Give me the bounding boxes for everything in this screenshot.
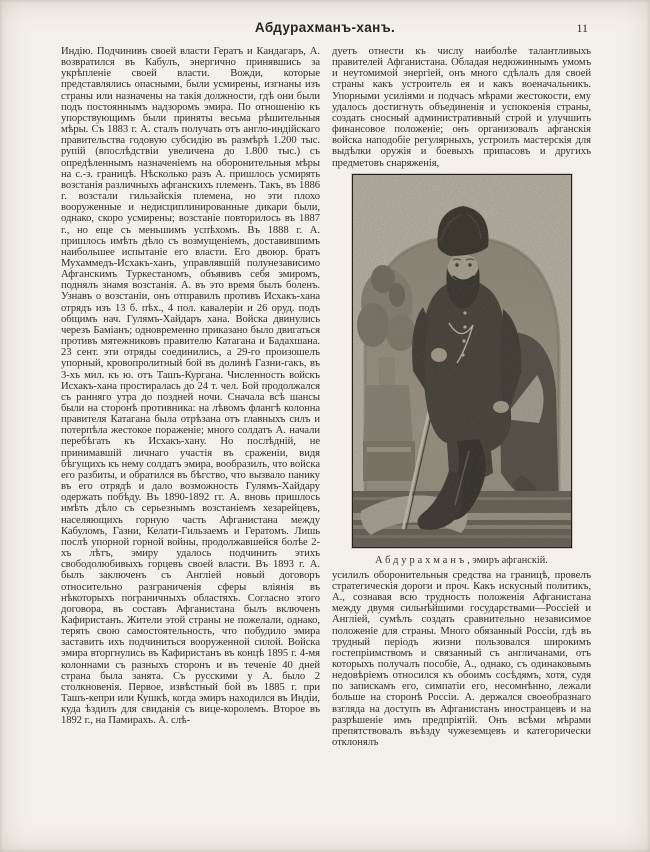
page-number: 11	[576, 21, 588, 35]
left-column-text: Индію. Подчинивъ своей власти Гератъ и Кандагаръ, А. возвратился въ Кабулъ, энергично принявшись за укрѣпленіе своей власти. Вожди, которые представлялись опасными, были усмирены, изгнаны изъ страны или назначены на такія должности, гдѣ они были подъ постояннымъ надзоромъ эмира. По отношенію къ упорствующимъ были приняты весьма рѣшительныя мѣры. Съ 1883 г. А. сталъ получать отъ англо-индійскаго правительства годовую субсидію въ размѣрѣ 1.200 тыс. рупій (впослѣдствіи увеличена до 1.800 тыс.) съ опредѣленнымъ назначеніемъ на оборонительныя мѣры на с.-з. границѣ. Нѣсколько разъ А. пришлось усмирять возстанія различныхъ афганскихъ племенъ. Такъ, въ 1886 г. возстали гильзайскія племена, но эти плохо вооруженные и недисциплинированные дикари были, однако, скоро усмирены; возстаніе повторилось въ 1887 г., но еще съ меньшимъ успѣхомъ. Въ 1888 г. А. пришлось имѣть дѣло съ возмущеніемъ, доставившимъ наибольшее испытаніе его власти. Его двоюр. братъ Мухаммедъ-Исхакъ-ханъ, управлявшій полунезависимо Афганскимъ Туркестаномъ, объявивъ себя эмиромъ, поднялъ знамя возстанія. А. въ это время былъ боленъ. Узнавъ о возстаніи, онъ отправилъ противъ Исхакъ-хана отрядъ изъ 13 б. пѣх., 4 пол. кавалеріи и 26 оруд. подъ общимъ нач. Гулямъ-Хайдаръ хана. Войска двинулись черезъ Баміанъ; одновременно приказано было двигаться противъ мятежниковъ правителю Катагана и Бадахшана. 23 сент. эти отряды соединились, а 29-го произошелъ упорный, кровопролитный бой въ долинѣ Газни-гакъ, въ 3-хъ мил. къ ю. отъ Ташъ-Кургана. Численность войскъ Исхакъ-хана простиралась до 24 т. чел. Бой продолжался съ ранняго утра до поздней ночи. Сначала всѣ шансы были на сторонѣ противника: на лѣвомъ флангѣ колонна правителя Катагана была отрѣзана отъ главныхъ силъ и потерпѣла жестокое пораженіе; много солдатъ А. начали перебѣгать къ Исхакъ-хану. Но послѣдній, не принимавшій личнаго участія въ сраженіи, видя бѣгущихъ къ нему солдатъ эмира, вообразилъ, что войска его разбиты, и обратился въ бѣгство, что вызвало панику въ его отрядѣ и дало возможность Гулямъ-Хайдару одержать побѣду. Въ 1890-1892 гг. А. вновь пришлось имѣть дѣло съ серьезнымъ возстаніемъ хезарейцевъ, населяющихъ горную часть Афганистана между Кабуломъ, Газни, Келати-Гильзаемъ и Гератомъ. Лишь послѣ упорной горной войны, продолжавшейся болѣе 2-хъ лѣтъ, эмиру удалось подчинить этихъ свободолюбивыхъ горцевъ своей власти. Въ 1893 г. А. былъ заключенъ съ Англіей новый договоръ относительно разграниченія сферы вліянія въ нѣкоторыхъ пограничныхъ областяхъ. Согласно этого договора, въ составъ Афганистана былъ включенъ Кафиристанъ. Жители этой страны не пожелали, однако, терять свою самостоятельность, что побудило эмира заставить ихъ подчиниться вооруженной силой. Войска эмира вторгнулись въ Кафиристанъ въ концѣ 1895 г. 4-мя колоннами съ разныхъ сторонъ и въ теченіе 40 дней страна была занята. Съ русскими у А. было 2 столкновенія. Первое, извѣстный бой въ 1885 г. при Ташъ-кепри или Кушкѣ, когда эмиръ находился въ Индіи, куда ѣздилъ для свиданія съ вице-королемъ. Второе въ 1892 г., на Памирахъ. А. слѣ-	[61, 46, 320, 727]
running-head	[0, 20, 650, 38]
right-column-text-below: усилилъ оборонительныя средства на границѣ, провелъ стратегическія дороги и проч. Какъ искусный политикъ, А., сознавая всю трудность положенія Афганистана между двумя сильнѣйшими государствами—Россіей и Англіей, сумѣлъ создать сравнительно независимое положеніе для страны. Много обязанный Россіи, гдѣ въ трудный періодъ жизни пользовался широкимъ гостепріимствомъ и связанный съ англичанами, отъ которыхъ получалъ пособіе, А., однако, съ одинаковымъ недовѣріемъ относился къ обоимъ сосѣдямъ, хотя, судя по запискамъ его, симпатіи его, несомнѣнно, лежали больше на сторонѣ Россіи. А. держался своеобразнаго взгляда на доступъ въ Афганистанъ иностранцевъ и на разрѣшеніе имъ предпріятій. Онъ всѣми мѣрами препятствовалъ въѣзду чужеземцевъ и категорически отклонялъ	[332, 569, 591, 749]
right-column-text-above: дуетъ отнести къ числу наиболѣе талантливыхъ правителей Афганистана. Обладая недюжиннымъ умомъ и неутомимой энергіей, онъ много сдѣлалъ для своей страны какъ устроитель ея и какъ военачальникъ. Упорными усиліями и подчасъ мѣрами жестокости, ему удалось достигнуть объединенія и успокоенія страны, создать сносный административный строй и улучшить финансовое положеніе; онъ организовалъ афганскія войска наподобіе регулярныхъ, устроилъ мастерскія для выдѣлки оружія и боевыхъ припасовъ и другихъ предметовъ снаряженія,	[332, 46, 591, 169]
figure-caption: Абдурахманъ, эмиръ афганскій.	[375, 554, 548, 566]
page-title: Абдурахманъ-ханъ.	[254, 20, 396, 35]
portrait-figure	[332, 174, 591, 566]
portrait-illustration	[353, 175, 571, 547]
text-columns	[61, 46, 591, 794]
grain-overlay	[353, 175, 571, 547]
portrait-photo	[352, 174, 572, 548]
right-column	[332, 46, 591, 794]
left-column	[61, 46, 320, 794]
